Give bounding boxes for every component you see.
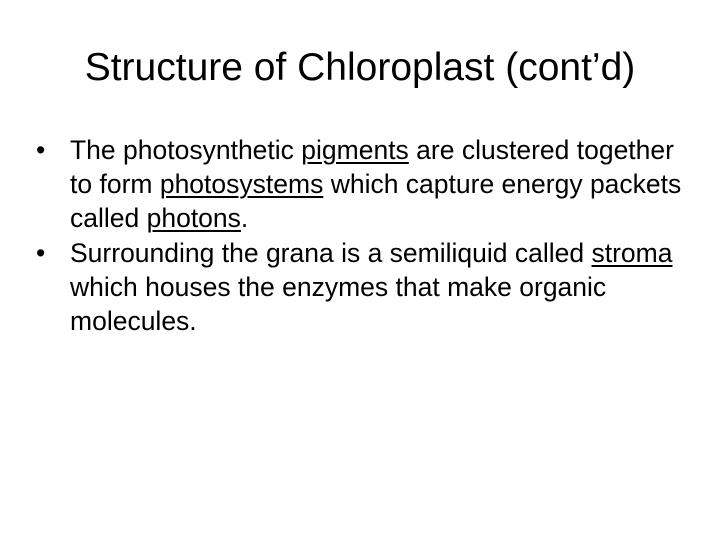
bullet-text-segment: . (240, 203, 249, 234)
slide-title: Structure of Chloroplast (cont’d) (84, 46, 636, 89)
bullet-text (70, 135, 681, 233)
keyword-photons: photons (146, 203, 241, 234)
bullet-text-segment: which houses the enzymes that make organic molecules. (70, 271, 607, 337)
bullet-text-segment: which capture energy packets called (70, 169, 682, 234)
bullet-text (70, 238, 672, 336)
bullet-icon: • (36, 135, 46, 165)
keyword-photosystems: photosystems (159, 169, 324, 200)
keyword-stroma: stroma (591, 237, 673, 268)
keyword-pigments: pigments (301, 135, 409, 165)
bullet-item (36, 236, 696, 339)
bullet-text-segment: The photosynthetic (70, 135, 302, 165)
bullet-item (36, 133, 696, 236)
bullet-icon: • (36, 237, 46, 268)
bullet-text-segment: Surrounding the grana is a semiliquid called (70, 237, 592, 268)
bullet-list (36, 133, 696, 338)
bullet-text-segment: are clustered together to form (70, 135, 674, 200)
